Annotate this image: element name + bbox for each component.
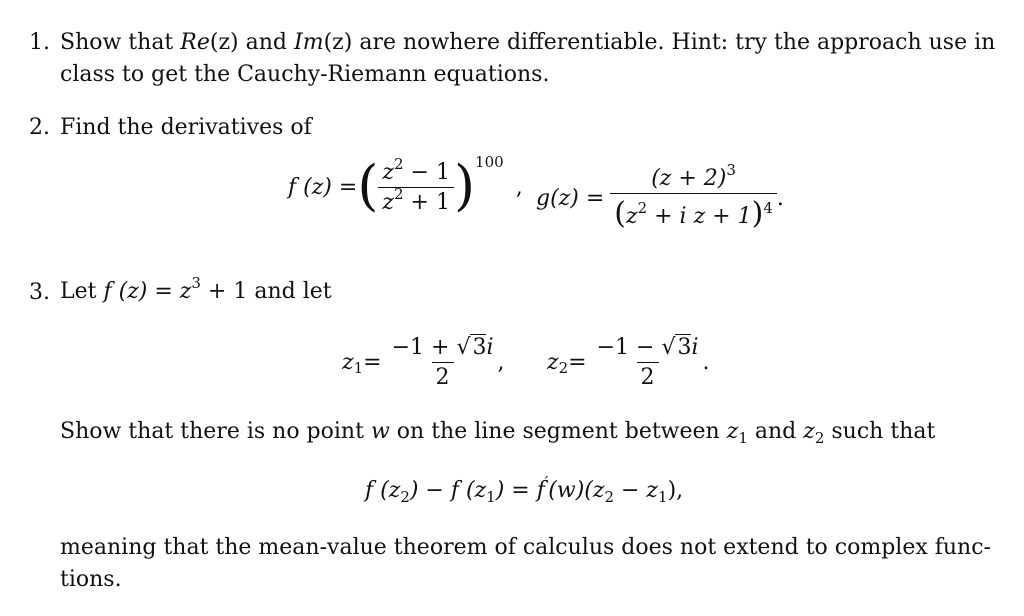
g-lhs: g(z) = [536, 186, 605, 211]
im-function: Im [294, 30, 324, 55]
f-definition [288, 152, 523, 217]
f-outer-exponent: 100 [475, 152, 504, 171]
z2-definition: z 2 = $\frac{-1 - √3i}{2}$ . [547, 335, 710, 390]
problem-1-line-2: class to get the Cauchy-Riemann equations. [60, 62, 550, 87]
z1-lhs: z [342, 350, 354, 375]
mean-value-equation: f $(z_2) - f$ $(z_1) = f'(w)(z_2 - z_1)$, [365, 473, 684, 506]
z1-definition: z 1 = $\frac{-1 + √3i}{2}$ , [342, 335, 505, 390]
z2-lhs: z [547, 350, 559, 375]
problem-3-number: 3. [29, 280, 50, 305]
g-definition [536, 161, 784, 231]
problem-3-closing-1: meaning that the mean-value theorem of calculus does not extend to complex func- [60, 535, 991, 560]
re-function: Re [180, 30, 210, 55]
problem-3-closing-2: tions. [60, 567, 122, 592]
z2-numerator: −1 − √3i [596, 335, 699, 360]
problem-1-text-b: are nowhere differentiable. Hint: try the approach use in [359, 30, 996, 55]
z2-fraction [593, 335, 703, 390]
problem-1-number: 1. [29, 30, 50, 55]
f-lhs: f (z) = [288, 175, 358, 200]
problem-2-intro: Find the derivatives of [60, 115, 312, 140]
g-denominator: ($z^2 + i$ z + 1)$^4$ [610, 193, 777, 231]
z2-denominator: 2 [637, 362, 659, 390]
f-denominator: $z^2 + 1$ [378, 187, 454, 215]
problem-1-line-1 [60, 27, 995, 59]
z1-fraction [388, 335, 498, 390]
f-comma: , [515, 175, 523, 200]
f-fraction [378, 155, 454, 215]
right-paren: ) [453, 153, 476, 217]
problem-2-number: 2. [29, 115, 50, 140]
z1-comma: , [497, 350, 505, 375]
problem-3-show-line: Show that there is no point w on the line segment between $z_1$ and $z_2$ such that [60, 419, 936, 447]
problem-3-intro: Let f $(z) = z^3 + 1$ and let [60, 274, 332, 304]
g-period: . [776, 186, 784, 211]
re-argument: (z) [209, 30, 239, 55]
im-argument: (z) [323, 30, 353, 55]
problem-1-text-a: Show that [60, 30, 174, 55]
problem-1-and: and [245, 30, 288, 55]
g-fraction [610, 161, 777, 231]
f-numerator: $z^2 - 1$ [382, 155, 450, 185]
z1-denominator: 2 [432, 362, 454, 390]
z1-numerator: −1 + √3i [391, 335, 494, 360]
g-numerator: $(z + 2)^3$ [651, 161, 736, 191]
z2-period: . [702, 350, 710, 375]
left-paren: ( [357, 153, 379, 217]
